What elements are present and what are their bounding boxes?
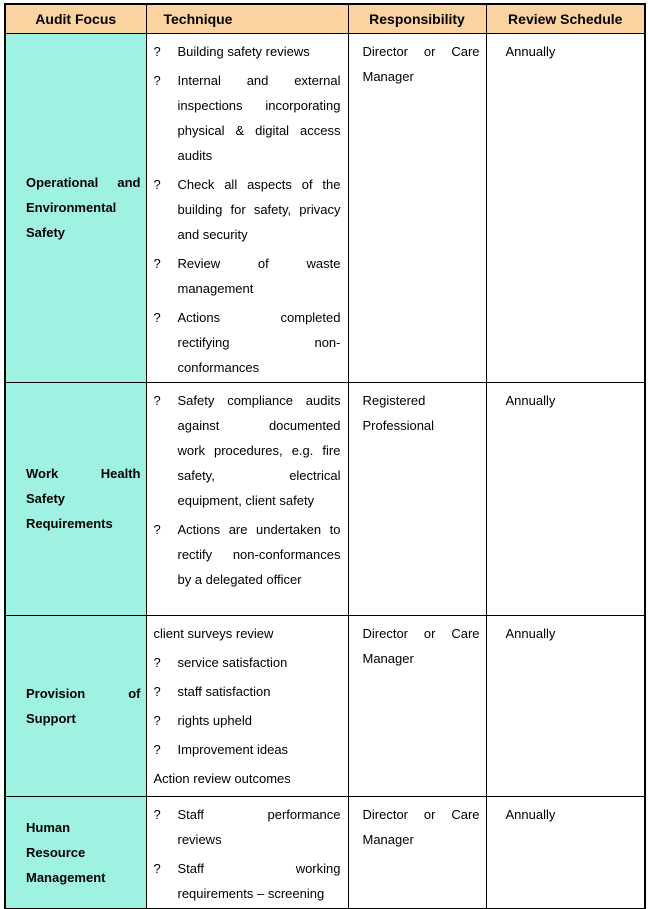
bullet-marker: ?	[153, 654, 161, 670]
technique-paragraph-text	[178, 679, 341, 704]
responsibility-text	[363, 39, 480, 89]
technique-paragraph	[154, 802, 341, 852]
bullet-marker: ?	[153, 860, 161, 876]
bullet-marker: ?	[153, 255, 161, 271]
technique-paragraph-text	[178, 388, 341, 513]
text-line: Safety compliance audits	[177, 392, 341, 408]
responsibility-text	[363, 388, 480, 438]
text-line: physical & digital access	[177, 122, 341, 138]
technique-paragraph-text	[178, 68, 341, 168]
table-row	[5, 796, 645, 909]
bullet-marker: ?	[153, 72, 161, 88]
table-row	[5, 382, 645, 615]
technique-cell	[146, 382, 348, 615]
technique-paragraph	[154, 737, 341, 762]
table-header-row	[5, 4, 645, 33]
responsibility-cell	[348, 615, 486, 796]
table-row	[5, 33, 645, 382]
text-line: Provision of	[26, 685, 141, 701]
text-line: work procedures, e.g. fire	[177, 442, 341, 458]
audit-focus-text	[26, 815, 141, 890]
technique-paragraph-text	[178, 517, 341, 592]
bullet-marker: ?	[153, 43, 161, 59]
text-line: Internal and external	[177, 72, 341, 88]
text-line: Check all aspects of the	[177, 176, 341, 192]
technique-paragraph	[154, 708, 341, 733]
technique-paragraph	[154, 251, 341, 301]
responsibility-cell	[348, 796, 486, 909]
table-row	[5, 615, 645, 796]
technique-paragraph-text	[178, 305, 341, 380]
audit-focus-text	[26, 170, 141, 245]
text-line: Actions are undertaken to	[177, 521, 341, 537]
review-schedule-text: Annually	[505, 625, 556, 641]
review-schedule-text: Annually	[505, 43, 556, 59]
text-line: rectifying non-	[177, 334, 341, 350]
technique-paragraph-text	[178, 251, 341, 301]
text-line: against documented	[177, 417, 341, 433]
text-line: client surveys review	[153, 625, 274, 641]
text-line: Action review outcomes	[153, 770, 291, 786]
bullet-marker: ?	[153, 309, 161, 325]
audit-focus-cell	[5, 796, 146, 909]
text-line: Professional	[362, 417, 435, 433]
review-schedule-cell	[486, 33, 645, 382]
review-schedule-cell	[486, 796, 645, 909]
text-line: Staff performance	[177, 806, 341, 822]
header-review-schedule: Review Schedule	[486, 4, 645, 33]
bullet-marker: ?	[153, 683, 161, 699]
text-line: Staff working	[177, 860, 341, 876]
text-line: Improvement ideas	[177, 741, 289, 757]
bullet-marker: ?	[153, 741, 161, 757]
text-line: Human	[26, 819, 71, 835]
text-line: safety, electrical	[177, 467, 341, 483]
audit-schedule-table	[4, 3, 646, 909]
text-line: audits	[177, 147, 213, 163]
audit-focus-text	[26, 681, 141, 731]
technique-paragraph-text	[178, 856, 341, 906]
table-body	[5, 33, 645, 909]
audit-focus-cell	[5, 382, 146, 615]
text-line: Work Health	[26, 466, 141, 481]
technique-paragraph	[154, 68, 341, 168]
technique-paragraph	[154, 172, 341, 247]
text-line: building for safety, privacy	[177, 201, 341, 217]
audit-focus-cell	[5, 615, 146, 796]
technique-cell	[146, 615, 348, 796]
technique-cell	[146, 796, 348, 909]
text-line: Safety	[26, 491, 66, 506]
text-line: Actions completed	[177, 309, 341, 325]
text-line: Support	[26, 710, 76, 726]
text-line: Director or Care	[362, 43, 480, 59]
responsibility-text	[363, 621, 480, 671]
text-line: Safety	[26, 225, 66, 240]
technique-paragraph	[154, 679, 341, 704]
text-line: Resource	[26, 844, 86, 860]
text-line: inspections incorporating	[177, 97, 341, 113]
review-schedule-text: Annually	[505, 392, 556, 408]
text-line: Director or Care	[362, 625, 480, 641]
text-line: Operational and	[26, 175, 141, 190]
text-line: Building safety reviews	[177, 43, 310, 59]
technique-paragraph-text	[178, 39, 341, 64]
technique-paragraph-text	[178, 708, 341, 733]
text-line: staff satisfaction	[177, 683, 271, 699]
technique-paragraph	[154, 517, 341, 592]
text-line: Registered	[362, 392, 426, 408]
text-line: management	[177, 280, 254, 296]
bullet-marker: ?	[153, 712, 161, 728]
technique-paragraph	[154, 39, 341, 64]
technique-paragraph	[154, 621, 341, 646]
responsibility-text	[363, 802, 480, 852]
header-audit-focus: Audit Focus	[5, 4, 146, 33]
review-schedule-cell	[486, 382, 645, 615]
text-line: rights upheld	[177, 712, 252, 728]
text-line: and security	[177, 226, 248, 242]
technique-paragraph	[154, 305, 341, 380]
responsibility-cell	[348, 33, 486, 382]
technique-paragraph-text	[154, 621, 341, 646]
text-line: Manager	[362, 68, 414, 84]
text-line: equipment, client safety	[177, 492, 315, 508]
text-line: Requirements	[26, 516, 113, 531]
text-line: reviews	[177, 831, 222, 847]
text-line: service satisfaction	[177, 654, 288, 670]
header-technique: Technique	[146, 4, 348, 33]
technique-paragraph	[154, 388, 341, 513]
text-line: by a delegated officer	[177, 571, 302, 587]
technique-cell	[146, 33, 348, 382]
review-schedule-cell	[486, 615, 645, 796]
text-line: Environmental	[26, 200, 117, 215]
review-schedule-text: Annually	[505, 806, 556, 822]
technique-paragraph-text	[154, 766, 341, 791]
audit-focus-cell	[5, 33, 146, 382]
technique-paragraph	[154, 766, 341, 791]
responsibility-cell	[348, 382, 486, 615]
text-line: Director or Care	[362, 806, 480, 822]
bullet-marker: ?	[153, 806, 161, 822]
text-line: Management	[26, 869, 106, 885]
text-line: Manager	[362, 650, 414, 666]
technique-paragraph	[154, 856, 341, 906]
text-line: Review of waste	[177, 255, 341, 271]
technique-paragraph-text	[178, 802, 341, 852]
bullet-marker: ?	[153, 521, 161, 537]
bullet-marker: ?	[153, 392, 161, 408]
technique-paragraph-text	[178, 650, 341, 675]
bullet-marker: ?	[153, 176, 161, 192]
text-line: rectify non-conformances	[177, 546, 341, 562]
audit-focus-text	[26, 461, 141, 536]
technique-paragraph-text	[178, 172, 341, 247]
technique-paragraph-text	[178, 737, 341, 762]
text-line: conformances	[177, 359, 260, 375]
technique-paragraph	[154, 650, 341, 675]
text-line: requirements – screening	[177, 885, 325, 901]
header-responsibility: Responsibility	[348, 4, 486, 33]
text-line: Manager	[362, 831, 414, 847]
